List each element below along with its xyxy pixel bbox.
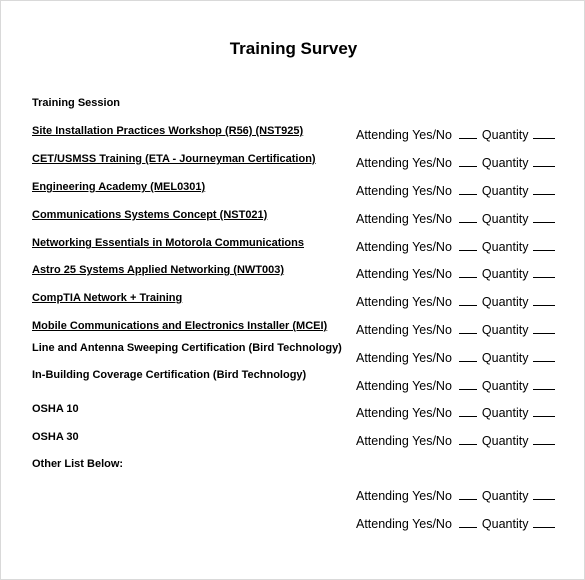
attendance-field <box>356 126 555 142</box>
quantity-label: Quantity <box>481 267 529 281</box>
course-name: In-Building Coverage Certification (Bird Technology) <box>32 369 307 381</box>
quantity-label: Quantity <box>481 379 529 393</box>
quantity-blank[interactable] <box>533 377 555 390</box>
course-row <box>1 264 585 284</box>
quantity-label: Quantity <box>481 406 529 420</box>
course-row <box>1 292 585 312</box>
other-row-2 <box>1 514 585 534</box>
attending-blank[interactable] <box>459 126 477 139</box>
attendance-field <box>356 432 555 448</box>
attending-label: Attending Yes/No <box>356 184 452 198</box>
quantity-label: Quantity <box>481 184 529 198</box>
course-name: Networking Essentials in Motorola Communications <box>32 237 304 249</box>
attending-label: Attending Yes/No <box>356 489 452 503</box>
attendance-field <box>356 293 555 309</box>
quantity-label: Quantity <box>481 295 529 309</box>
attendance-field <box>356 265 555 281</box>
attendance-field <box>356 515 555 531</box>
attendance-field <box>356 154 555 170</box>
course-name: Engineering Academy (MEL0301) <box>32 181 206 193</box>
course-name: OSHA 30 <box>32 431 79 443</box>
quantity-label: Quantity <box>481 489 529 503</box>
attending-blank[interactable] <box>459 377 477 390</box>
attending-blank[interactable] <box>459 349 477 362</box>
attendance-field <box>356 404 555 420</box>
quantity-blank[interactable] <box>533 321 555 334</box>
attending-blank[interactable] <box>459 265 477 278</box>
quantity-blank[interactable] <box>533 154 555 167</box>
quantity-blank[interactable] <box>533 487 555 500</box>
attending-label: Attending Yes/No <box>356 267 452 281</box>
course-row <box>1 153 585 173</box>
attending-label: Attending Yes/No <box>356 406 452 420</box>
attending-label: Attending Yes/No <box>356 379 452 393</box>
course-name: CET/USMSS Training (ETA - Journeyman Certification) <box>32 153 316 165</box>
quantity-label: Quantity <box>481 434 529 448</box>
other-row-1 <box>1 486 585 506</box>
quantity-label: Quantity <box>481 323 529 337</box>
attendance-field <box>356 238 555 254</box>
attending-label: Attending Yes/No <box>356 240 452 254</box>
quantity-blank[interactable] <box>533 210 555 223</box>
attending-blank[interactable] <box>459 515 477 528</box>
attending-blank[interactable] <box>459 154 477 167</box>
course-name: OSHA 10 <box>32 403 79 415</box>
attending-label: Attending Yes/No <box>356 156 452 170</box>
course-row <box>1 431 585 451</box>
page-title: Training Survey <box>229 39 358 58</box>
course-row <box>1 181 585 201</box>
attending-label: Attending Yes/No <box>356 128 452 142</box>
attending-blank[interactable] <box>459 432 477 445</box>
attending-blank[interactable] <box>459 321 477 334</box>
course-row <box>1 403 585 423</box>
course-name: Communications Systems Concept (NST021) <box>32 209 268 221</box>
course-name: CompTIA Network + Training <box>32 292 183 304</box>
course-row <box>1 209 585 229</box>
section-label: Training Session <box>32 97 121 109</box>
attending-blank[interactable] <box>459 210 477 223</box>
attending-label: Attending Yes/No <box>356 323 452 337</box>
course-row <box>1 237 585 257</box>
attendance-field <box>356 377 555 393</box>
quantity-label: Quantity <box>481 240 529 254</box>
attending-label: Attending Yes/No <box>356 434 452 448</box>
attending-blank[interactable] <box>459 293 477 306</box>
attendance-field <box>356 182 555 198</box>
quantity-label: Quantity <box>481 156 529 170</box>
attending-blank[interactable] <box>459 182 477 195</box>
quantity-blank[interactable] <box>533 182 555 195</box>
attending-blank[interactable] <box>459 238 477 251</box>
quantity-blank[interactable] <box>533 515 555 528</box>
attendance-field <box>356 321 555 337</box>
course-row <box>1 125 585 145</box>
attending-label: Attending Yes/No <box>356 212 452 226</box>
quantity-blank[interactable] <box>533 349 555 362</box>
quantity-blank[interactable] <box>533 293 555 306</box>
quantity-blank[interactable] <box>533 238 555 251</box>
quantity-blank[interactable] <box>533 404 555 417</box>
attending-label: Attending Yes/No <box>356 295 452 309</box>
attending-blank[interactable] <box>459 487 477 500</box>
course-name: Astro 25 Systems Applied Networking (NWT003) <box>32 264 285 276</box>
quantity-blank[interactable] <box>533 265 555 278</box>
course-name: Line and Antenna Sweeping Certification (Bird Technology) <box>32 342 342 354</box>
quantity-label: Quantity <box>481 128 529 142</box>
attendance-field <box>356 349 555 365</box>
course-row <box>1 320 585 340</box>
course-name: Site Installation Practices Workshop (R56) (NST925) <box>32 125 304 137</box>
quantity-label: Quantity <box>481 351 529 365</box>
quantity-blank[interactable] <box>533 126 555 139</box>
quantity-label: Quantity <box>481 212 529 226</box>
attendance-field <box>356 210 555 226</box>
quantity-label: Quantity <box>481 517 529 531</box>
attending-label: Attending Yes/No <box>356 351 452 365</box>
quantity-blank[interactable] <box>533 432 555 445</box>
attending-label: Attending Yes/No <box>356 517 452 531</box>
attending-blank[interactable] <box>459 404 477 417</box>
attendance-field <box>356 487 555 503</box>
course-row <box>1 342 585 365</box>
other-list-label: Other List Below: <box>32 458 124 470</box>
course-name: Mobile Communications and Electronics Installer (MCEI) <box>32 320 328 332</box>
course-row <box>1 369 585 393</box>
